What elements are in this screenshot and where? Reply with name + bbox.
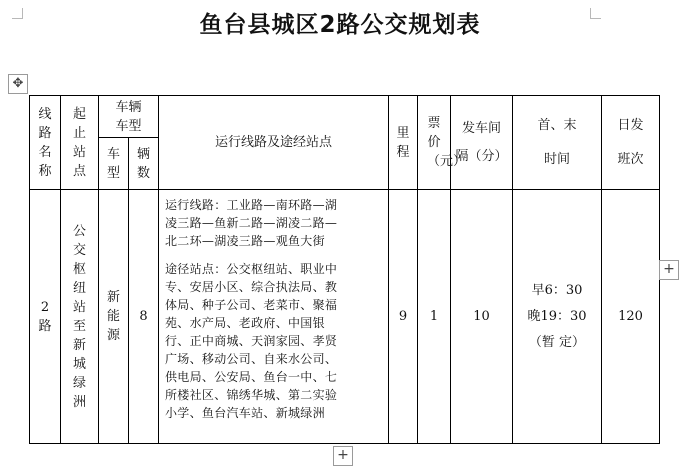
stops-line: 体局、种子公司、老菜市、聚福 [165,298,338,312]
bus-plan-table [29,95,660,444]
daily-trips: 120 [618,308,643,324]
interval-cell [451,190,513,444]
stops-line: 途径站点：公交枢纽站、职业中 [165,262,338,276]
header-daily-line2: 班次 [617,151,644,167]
header-first-last-line1: 首、末 [537,117,577,133]
vehicle-count-cell [129,190,159,444]
endpoints: 公交枢纽站至新城绿洲 [72,223,86,410]
first-last-time-cell [513,190,602,444]
header-route-stops-cell [159,96,389,190]
header-vehicle-group: 车辆车型 [115,99,142,134]
vehicle-type-cell [99,190,129,444]
header-fare-cell [418,96,467,190]
stops-line: 小学、鱼台汽车站、新城绿洲 [165,406,325,420]
header-vehicle-count: 辆数 [136,146,150,181]
header-row-1 [30,96,660,138]
stops-line: 所楼社区、锦绣华城、第二实验 [165,388,338,402]
time-note: （暂 定） [528,334,586,350]
header-daily-line1: 日发 [617,117,644,133]
header-daily-cell [602,96,660,190]
route-stops-cell [159,190,389,444]
interval: 10 [473,308,490,324]
header-vehicle-group-cell [99,96,159,138]
header-route-no-cell [30,96,61,190]
header-route-stops: 运行线路及途经站点 [214,134,332,150]
vehicle-type: 新能源 [106,290,120,343]
header-mileage: 里程 [396,125,410,160]
stops-line: 专、安居小区、综合执法局、教 [165,280,338,294]
header-vehicle-count-cell [129,138,159,190]
header-first-last-cell [513,96,602,190]
mileage: 9 [398,308,408,324]
header-vehicle-type-cell [99,138,129,190]
stops-line: 苑、水产局、老政府、中国银 [165,316,325,330]
stops-line: 广场、移动公司、自来水公司、 [165,352,338,366]
header-fare: 票价（元） [427,116,467,169]
mileage-cell [389,190,418,444]
header-mileage-cell [389,96,418,190]
route-no: 2路 [38,299,52,334]
route-no-cell [30,190,61,444]
endpoints-cell [61,190,99,444]
header-endpoints-cell [61,96,99,190]
daily-trips-cell [602,190,660,444]
add-row-plus-icon[interactable]: + [333,446,353,466]
fare-cell [418,190,451,444]
header-route-no: 线路名称 [38,106,52,179]
header-interval-line2: 隔（分） [455,148,508,164]
last-time: 晚19：30 [527,308,587,324]
first-time: 早6：30 [531,282,583,298]
fare: 1 [429,308,439,324]
stops-line: 供电局、公安局、鱼台一中、七 [165,370,338,384]
vehicle-count: 8 [139,308,148,324]
route-line: 运行线路：工业路—南环路—湖 [165,198,338,212]
header-vehicle-type: 车型 [106,146,120,181]
table-row [30,190,660,444]
header-endpoints: 起止站点 [72,106,86,179]
header-interval-line1: 发车间 [461,120,501,136]
stops-line: 行、正中商城、天润家园、孝贤 [165,334,338,348]
add-column-plus-icon[interactable]: + [659,260,679,280]
route-line: 北二环—湖凌三路—观鱼大街 [165,234,325,248]
route-line: 凌三路—鱼新二路—湖凌二路— [165,216,338,230]
header-first-last-line2: 时间 [543,151,570,167]
header-interval-cell [451,96,513,190]
document-title: 鱼台县城区2路公交规划表 [199,12,481,38]
table-move-handle-icon[interactable]: ✥ [8,74,28,94]
